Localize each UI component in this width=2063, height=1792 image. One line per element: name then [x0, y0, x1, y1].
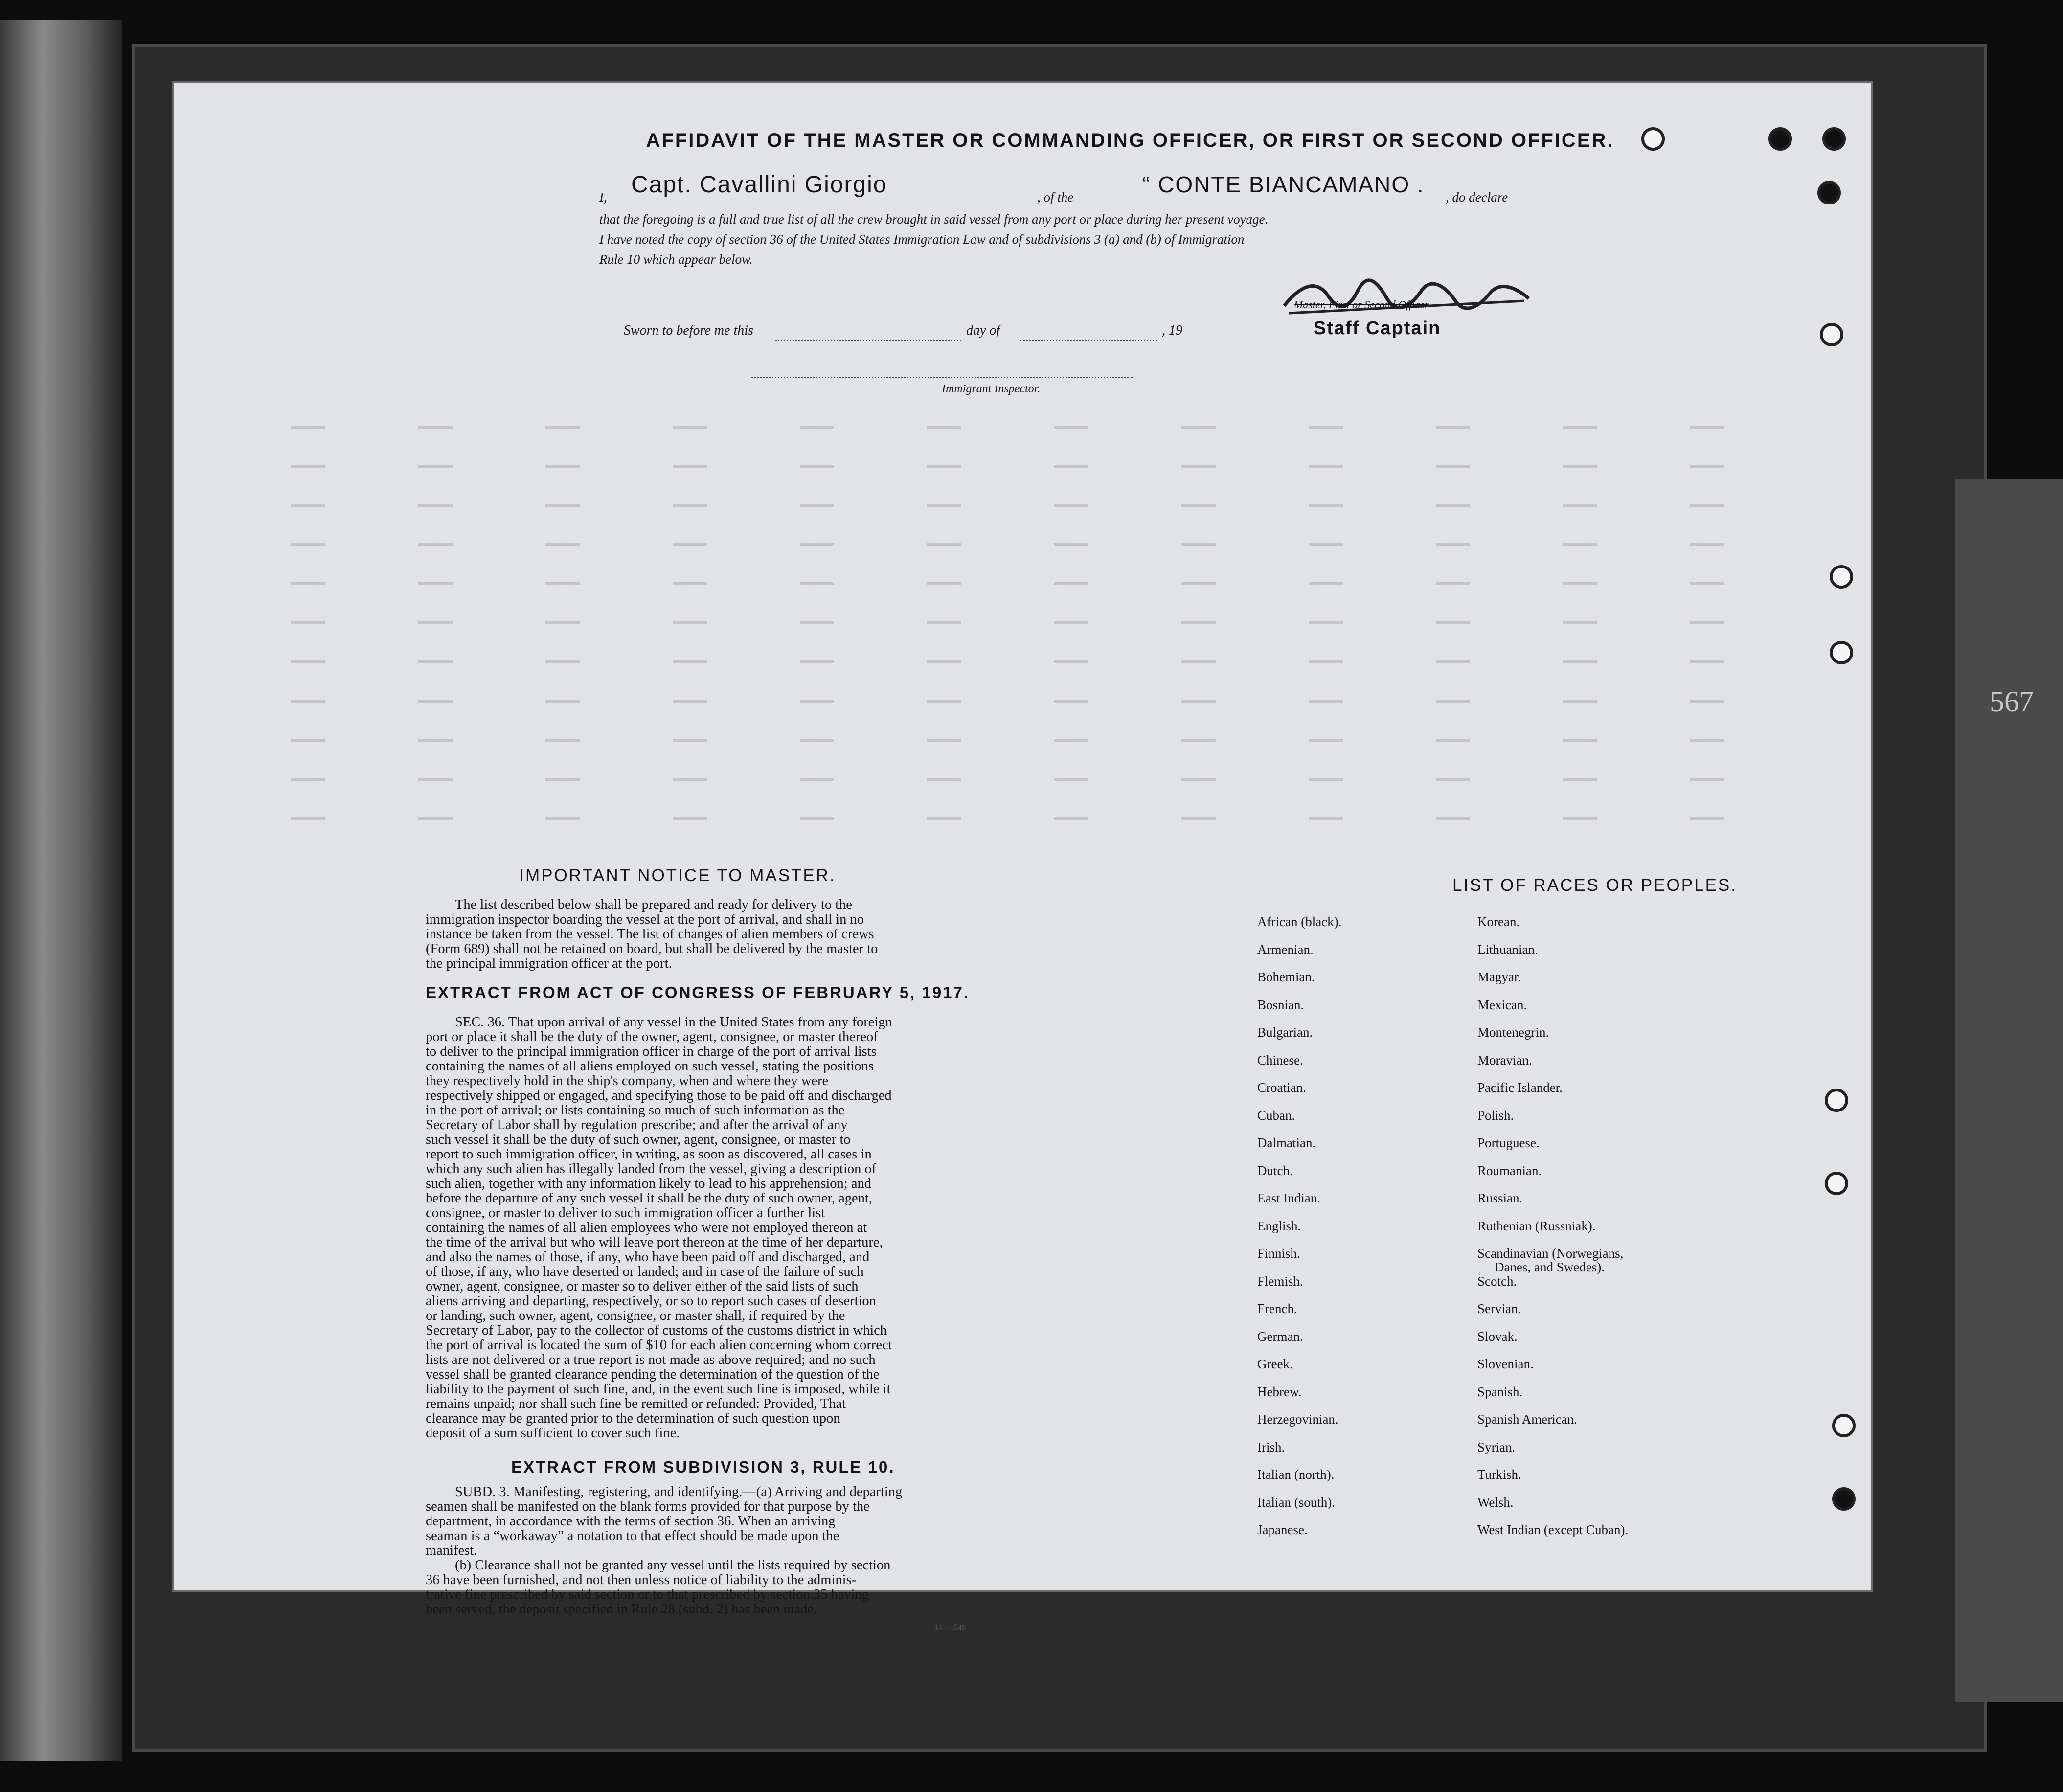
race-item: Lithuanian. [1477, 942, 1538, 957]
race-item: Danes, and Swedes). [1495, 1260, 1605, 1274]
race-item: Italian (south). [1257, 1495, 1335, 1510]
declaration-line: that the foregoing is a full and true list of all the crew brought in said vessel from any port or place during her present voyage. [599, 212, 1269, 227]
race-item: Roumanian. [1477, 1163, 1542, 1178]
act-line: vessel shall be granted clearance pending the determination of the question of the [426, 1367, 880, 1382]
race-item: Dutch. [1257, 1163, 1293, 1178]
race-item: Bosnian. [1257, 997, 1304, 1012]
bleed-through-row [291, 543, 1808, 546]
races-heading: LIST OF RACES OR PEOPLES. [1452, 876, 1737, 895]
rule-extract-body [426, 1485, 1174, 1617]
act-line: they respectively hold in the ship's company, when and where they were [426, 1073, 829, 1089]
affidavit-i-prefix: I, [599, 190, 607, 204]
race-item: Armenian. [1257, 942, 1314, 957]
binder-edge [0, 20, 122, 1761]
manifest-page [174, 83, 1871, 1632]
race-item: Flemish. [1257, 1273, 1303, 1289]
rule-line: department, in accordance with the terms of section 36. When an arriving [426, 1514, 836, 1529]
race-item: Scotch. [1477, 1273, 1517, 1289]
race-item: Turkish. [1477, 1467, 1521, 1482]
punch-hole [1830, 565, 1853, 589]
act-line: such vessel it shall be the duty of such owner, agent, consignee, or master to [426, 1132, 851, 1147]
race-item: Bohemian. [1257, 970, 1315, 984]
race-item: Dalmatian. [1257, 1135, 1316, 1150]
act-line: in the port of arrival; or lists containing so much of such information as the [426, 1103, 845, 1118]
bleed-through-row [291, 739, 1808, 742]
declaration-line: Rule 10 which appear below. [599, 252, 753, 267]
act-line: consignee, or master to deliver to such immigration officer a further list [426, 1205, 825, 1221]
bleed-through-row [291, 465, 1808, 468]
punch-hole [1832, 1487, 1856, 1511]
race-item: West Indian (except Cuban). [1477, 1522, 1629, 1537]
notice-heading: IMPORTANT NOTICE TO MASTER. [519, 866, 836, 885]
act-line: or landing, such owner, agent, consignee, or master shall, if required by the [426, 1308, 845, 1323]
act-line: clearance may be granted prior to the determination of such question upon [426, 1411, 840, 1426]
race-item: Polish. [1477, 1108, 1514, 1123]
inspector-signature-line [751, 377, 1133, 378]
race-item: Cuban. [1257, 1108, 1295, 1123]
race-item: Slovenian. [1477, 1357, 1534, 1371]
declaration-text [599, 209, 1690, 270]
rule-line: SUBD. 3. Manifesting, registering, and identifying.—(a) Arriving and departing [455, 1484, 903, 1499]
race-item: Pacific Islander. [1477, 1080, 1563, 1095]
punch-hole [1768, 127, 1792, 151]
act-line: port or place it shall be the duty of the owner, agent, consignee, or master thereof [426, 1029, 878, 1044]
bleed-through-row [291, 700, 1808, 703]
act-line: which any such alien has illegally landed from the vessel, giving a description of [426, 1161, 877, 1177]
act-line: Secretary of Labor shall by regulation prescribe; and after the arrival of any [426, 1117, 848, 1133]
bleed-through-row [291, 582, 1808, 585]
race-item: Italian (north). [1257, 1467, 1335, 1482]
punch-hole [1817, 181, 1841, 204]
act-line: SEC. 36. That upon arrival of any vessel in the United States from any foreign [455, 1015, 892, 1030]
race-item: French. [1257, 1301, 1297, 1316]
notice-line: the principal immigration officer at the port. [426, 956, 672, 971]
act-line: before the departure of any such vessel it shall be the duty of such owner, agent, [426, 1191, 872, 1206]
signer-title: Staff Captain [1314, 318, 1441, 339]
race-item: Spanish American. [1477, 1412, 1577, 1427]
race-item: Herzegovinian. [1257, 1412, 1338, 1427]
day-of-text: day of [966, 323, 1000, 338]
bleed-through-row [291, 817, 1808, 820]
race-item: German. [1257, 1329, 1303, 1344]
punch-hole [1830, 641, 1853, 664]
act-line: aliens arriving and departing, respectively, or so to report such cases of desertion [426, 1293, 876, 1309]
act-line: of those, if any, who have deserted or landed; and in case of the failure of such [426, 1264, 864, 1279]
punch-hole [1822, 127, 1846, 151]
race-item: Portuguese. [1477, 1135, 1540, 1150]
margin-page-number: 567 [1990, 685, 2034, 718]
act-line: and also the names of those, if any, who have been paid off and discharged, and [426, 1249, 870, 1265]
punch-hole [1825, 1089, 1848, 1112]
month-blank-line [1020, 340, 1157, 341]
rule-line: (b) Clearance shall not be granted any vessel until the lists required by section [455, 1558, 891, 1573]
race-item: Mexican. [1477, 997, 1527, 1012]
rule-line: seamen shall be manifested on the blank forms provided for that purpose by the [426, 1499, 870, 1514]
punch-hole [1820, 323, 1843, 346]
act-line: remains unpaid; nor shall such fine be remitted or refunded: Provided, That [426, 1396, 846, 1411]
act-line: containing the names of all alien employees who were not employed thereon at [426, 1220, 867, 1235]
race-item: Ruthenian (Russniak). [1477, 1218, 1596, 1233]
race-item: Bulgarian. [1257, 1025, 1313, 1040]
race-item: Moravian. [1477, 1052, 1532, 1067]
race-item: East Indian. [1257, 1191, 1320, 1205]
rule-line: seaman is a “workaway” a notation to that effect should be made upon the [426, 1528, 839, 1543]
rule-line: trative fine prescribed by said section or to that prescribed by section 35 having [426, 1587, 869, 1602]
inspector-label: Immigrant Inspector. [942, 383, 1041, 395]
race-item: Russian. [1477, 1191, 1523, 1205]
year-prefix: , 19 [1162, 323, 1182, 338]
act-line: to deliver to the principal immigration officer in charge of the port of arrival lists [426, 1044, 877, 1059]
punch-hole [1825, 1172, 1848, 1195]
notice-line: The list described below shall be prepared and ready for delivery to the [455, 897, 852, 912]
rule-line: been served, the deposit specified in Rule 28 (subd. 2) has been made. [426, 1602, 817, 1617]
race-item: Spanish. [1477, 1384, 1523, 1399]
race-item: Servian. [1477, 1301, 1521, 1316]
rule-line: manifest. [426, 1543, 477, 1558]
sworn-blank-line [775, 340, 961, 341]
captain-name: Capt. Cavallini Giorgio [631, 172, 887, 198]
race-item: Magyar. [1477, 970, 1521, 984]
act-line: the port of arrival is located the sum of $10 for each alien concerning whom correct [426, 1338, 892, 1353]
bleed-through-row [291, 426, 1808, 429]
notice-line: immigration inspector boarding the vessel at the port of arrival, and shall in no [426, 912, 864, 927]
declaration-line: I have noted the copy of section 36 of the United States Immigration Law and of subdivisions 3 (a) and (b) of Immigration [599, 232, 1245, 247]
race-item: Japanese. [1257, 1522, 1308, 1537]
act-line: the time of the arrival but who will leave port thereon at the time of her departure, [426, 1235, 883, 1250]
signature-caption: Master, First or Second Officer [1294, 298, 1429, 311]
act-line: deposit of a sum sufficient to cover such fine. [426, 1426, 680, 1441]
notice-line: (Form 689) shall not be retained on board, but shall be delivered by the master to [426, 941, 878, 956]
race-item: Syrian. [1477, 1439, 1516, 1454]
race-item: Slovak. [1477, 1329, 1518, 1344]
notice-body [426, 898, 1174, 971]
notice-line: instance be taken from the vessel. The list of changes of alien members of crews [426, 927, 874, 942]
rule-extract-heading: EXTRACT FROM SUBDIVISION 3, RULE 10. [511, 1458, 895, 1476]
affidavit-of-the: , of the [1037, 190, 1074, 204]
race-item: Irish. [1257, 1439, 1285, 1454]
adjacent-page [1955, 479, 2063, 1702]
act-line: containing the names of all aliens employed on such vessel, stating the positions [426, 1059, 874, 1074]
race-item: Greek. [1257, 1357, 1293, 1371]
affidavit-heading: AFFIDAVIT OF THE MASTER OR COMMANDING OFFICER, OR FIRST OR SECOND OFFICER. [646, 130, 1614, 151]
race-item: Korean. [1477, 914, 1520, 929]
punch-hole [1832, 1414, 1856, 1437]
race-item: Hebrew. [1257, 1384, 1302, 1399]
bleed-through-row [291, 621, 1808, 624]
race-item: African (black). [1257, 914, 1342, 929]
act-line: report to such immigration officer, in writing, as soon as discovered, all cases in [426, 1147, 872, 1162]
affidavit-do-declare: , do declare [1446, 190, 1508, 204]
race-item: English. [1257, 1218, 1301, 1233]
act-line: lists are not delivered or a true report is not made as above required; and no such [426, 1352, 876, 1367]
ship-name: “ CONTE BIANCAMANO . [1142, 172, 1425, 197]
bleed-through-row [291, 778, 1808, 781]
race-item: Welsh. [1477, 1495, 1514, 1510]
race-item: Finnish. [1257, 1246, 1300, 1261]
bleed-through-row [291, 660, 1808, 663]
rule-line: 36 have been furnished, and not then unless notice of liability to the adminis- [426, 1572, 857, 1588]
form-number: 14—1549 [934, 1623, 966, 1632]
race-item: Montenegrin. [1477, 1025, 1549, 1040]
race-item: Scandinavian (Norwegians, [1477, 1246, 1624, 1261]
sworn-text: Sworn to before me this [624, 323, 753, 338]
act-extract-body [426, 1015, 1174, 1441]
race-item: Chinese. [1257, 1052, 1303, 1067]
act-line: owner, agent, consignee, or master so to deliver either of the said lists of such [426, 1279, 859, 1294]
act-line: respectively shipped or engaged, and specifying those to be paid off and discharged [426, 1088, 892, 1103]
act-line: liability to the payment of such fine, and, in the event such fine is imposed, while it [426, 1382, 891, 1397]
race-item: Croatian. [1257, 1080, 1306, 1095]
bleed-through-row [291, 504, 1808, 507]
act-extract-heading: EXTRACT FROM ACT OF CONGRESS OF FEBRUARY 5, 1917. [426, 983, 970, 1001]
act-line: such alien, together with any information likely to lead to his apprehension; and [426, 1176, 871, 1191]
act-line: Secretary of Labor, pay to the collector of customs of the customs district in which [426, 1323, 887, 1338]
